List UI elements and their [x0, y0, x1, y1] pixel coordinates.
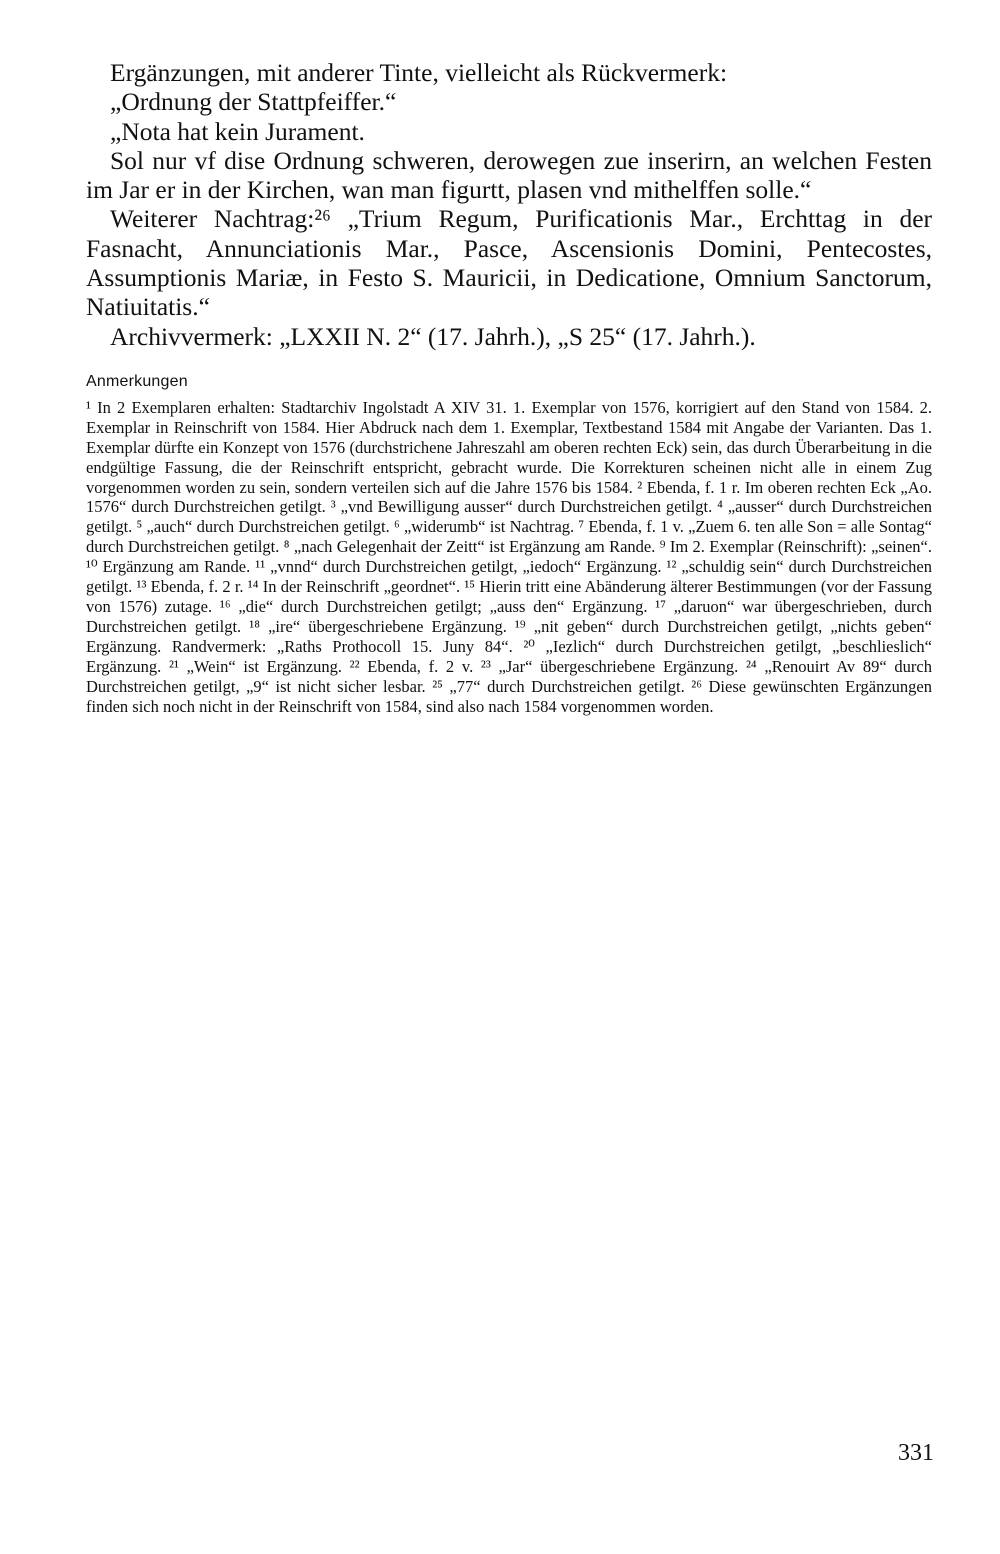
main-text-block — [86, 58, 932, 351]
archive-note: Archivvermerk: „LXXII N. 2“ (17. Jahrh.), „S 25“ (17. Jahrh.). — [110, 321, 756, 351]
footnotes-heading: Anmerkungen — [86, 373, 188, 390]
main-text-line: Ergänzungen, mit anderer Tinte, vielleicht als Rückvermerk: — [110, 58, 728, 87]
main-text-paragraph: Weiterer Nachtrag:²⁶ „Trium Regum, Purificationis Mar., Erchttag in der Fasnacht, Annunciationis Mar., Pasce, Ascensionis Domini, Pentecostes, Assumptionis Mariæ, in Festo S. Mauricii, in Dedicatione, Omnium Sanctorum, Natiuitatis.“ — [86, 204, 932, 322]
main-text-line: „Nota hat kein Jurament. — [110, 116, 365, 146]
main-text-paragraph: Sol nur vf dise Ordnung schweren, derowegen zue inserirn, an welchen Festen im Jar er in der Kirchen, wan man figurtt, plasen vnd mithelffen solle.“ — [86, 145, 932, 205]
footnotes-section — [86, 372, 932, 716]
main-text-line: „Ordnung der Stattpfeiffer.“ — [110, 87, 397, 117]
footnotes-text: ¹ In 2 Exemplaren erhalten: Stadtarchiv Ingolstadt A XIV 31. 1. Exemplar von 1576, korrigiert auf den Stand von 1584. 2. Exemplar in Reinschrift von 1584. Hier Abdruck nach dem 1. Exemplar, Textbestand 1584 mit Angabe der Varianten. Das 1. Exemplar dürfte ein Konzept von 1576 (durchstrichene Jahreszahl am oberen rechten Eck) sein, das durch Überarbeitung in die endgültige Fassung, die der Reinschrift entspricht, gebracht wurde. Die Korrekturen scheinen nicht alle in einem Zug vorgenommen worden zu sein, sondern verteilen sich auf die Jahre 1576 bis 1584. ² Ebenda, f. 1 r. Im oberen rechten Eck „Ao. 1576“ durch Durchstreichen getilgt. ³ „vnd Bewilligung ausser“ durch Durchstreichen getilgt. ⁴ „ausser“ durch Durchstreichen getilgt. ⁵ „auch“ durch Durchstreichen getilgt. ⁶ „widerumb“ ist Nachtrag. ⁷ Ebenda, f. 1 v. „Zuem 6. ten alle Son = alle Sontag“ durch Durchstreichen getilgt. ⁸ „nach Gelegenhait der Zeitt“ ist Ergänzung am Rande. ⁹ Im 2. Exemplar (Reinschrift): „seinen“. ¹⁰ Ergänzung am Rande. ¹¹ „vnnd“ durch Durchstreichen getilgt, „iedoch“ Ergänzung. ¹² „schuldig sein“ durch Durchstreichen getilgt. ¹³ Ebenda, f. 2 r. ¹⁴ In der Reinschrift „geordnet“. ¹⁵ Hierin tritt eine Abänderung älterer Bestimmungen (vor der Fassung von 1576) zutage. ¹⁶ „die“ durch Durchstreichen getilgt; „auss den“ Ergänzung. ¹⁷ „daruon“ war übergeschrieben, durch Durchstreichen getilgt. ¹⁸ „ire“ übergeschriebene Ergänzung. ¹⁹ „nit geben“ durch Durchstreichen getilgt, „nichts geben“ Ergänzung. Randvermerk: „Raths Prothocoll 15. Juny 84“. ²⁰ „Iezlich“ durch Durchstreichen getilgt, „beschlieslich“ Ergänzung. ²¹ „Wein“ ist Ergänzung. ²² Ebenda, f. 2 v. ²³ „Jar“ übergeschriebene Ergänzung. ²⁴ „Renouirt Av 89“ durch Durchstreichen getilgt, „9“ ist nicht sicher lesbar. ²⁵ „77“ durch Durchstreichen getilgt. ²⁶ Diese gewünschten Ergänzungen finden sich noch nicht in der Reinschrift von 1584, sind also nach 1584 vorgenommen worden. — [86, 397, 932, 716]
page-number: 331 — [898, 1440, 934, 1466]
